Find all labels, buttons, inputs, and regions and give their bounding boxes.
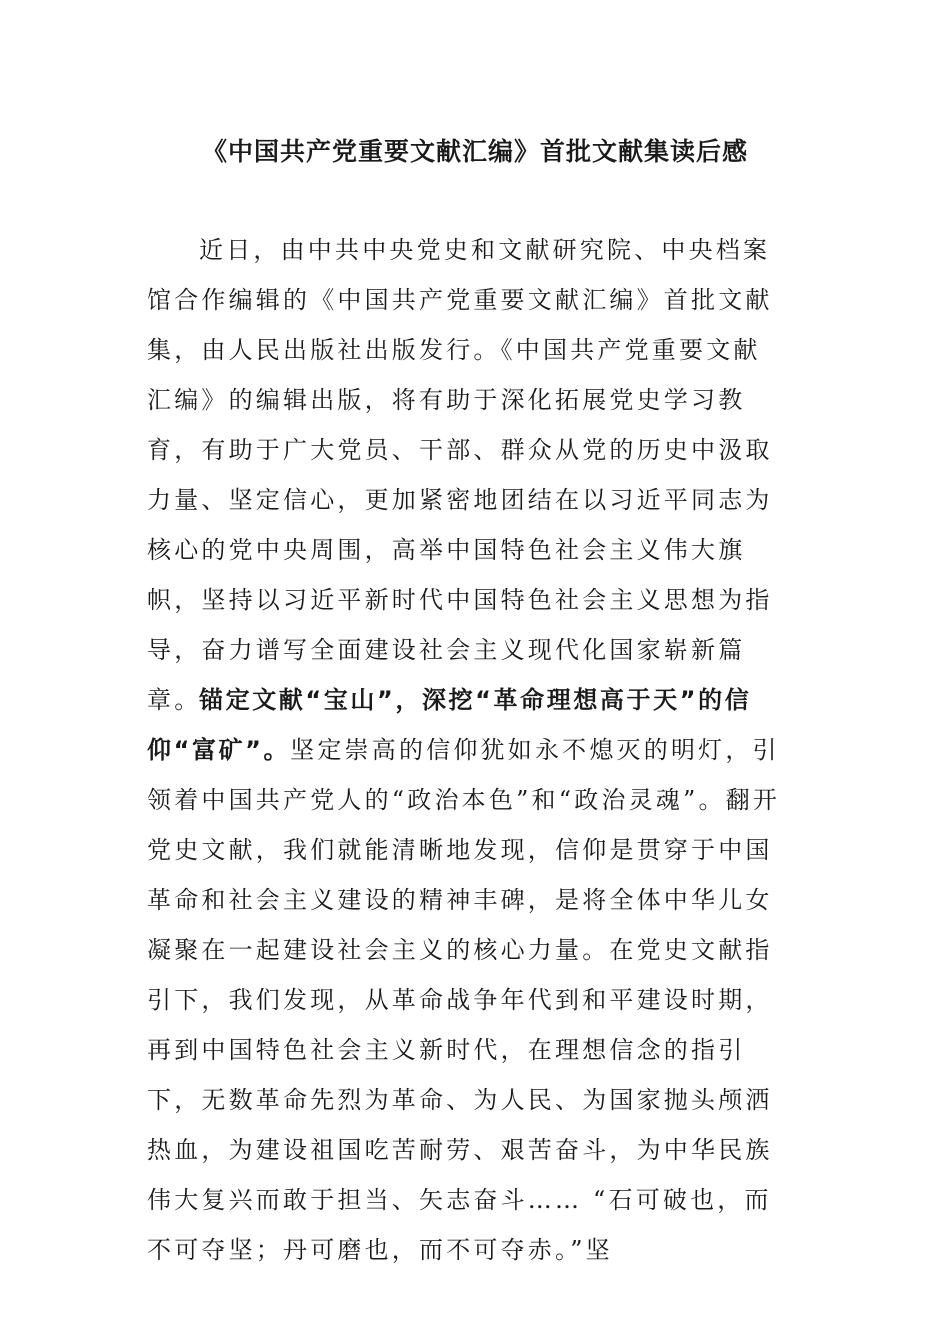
paragraph-intro: 近日，由中共中央党史和文献研究院、中央档案馆合作编辑的《中国共产党重要文献汇编》首批文献集，由人民出版社出版发行。《中国共产党重要文献汇编》的编辑出版，将有助于深化拓展党史学习教育，有助于广大党员、干部、群众从党的历史中汲取力量、坚定信心，更加紧密地团结在以习近平同志为核心的党中央周围，高举中国特色社会主义伟大旗帜，坚持以习近平新时代中国特色社会主义思想为指导，奋力谱写全面建设社会主义现代化国家崭新篇章。	[147, 236, 773, 714]
paragraph-faith	[147, 675, 787, 1275]
paragraph-lead-heading: 锚定文献“宝山”，深挖“革命理想高于天”的信仰“富矿”。	[147, 686, 752, 764]
paragraph-body-text: 坚定崇高的信仰犹如永不熄灭的明灯，引领着中国共产党人的“政治本色”和“政治灵魂”。翻开党史文献，我们就能清晰地发现，信仰是贯穿于中国革命和社会主义建设的精神丰碑，是将全体中华儿女凝聚在一起建设社会主义的核心力量。在党史文献指引下，我们发现，从革命战争年代到和平建设时期，再到中国特色社会主义新时代，在理想信念的指引下，无数革命先烈为革命、为人民、为国家抛头颅洒热血，为建设祖国吃苦耐劳、艰苦奋斗，为中华民族伟大复兴而敢于担当、矢志奋斗…… “石可破也，而不可夺坚；丹可磨也，而不可夺赤。”坚	[147, 736, 781, 1264]
document-title: 《中国共产党重要文献汇编》首批文献集读后感	[201, 137, 748, 166]
